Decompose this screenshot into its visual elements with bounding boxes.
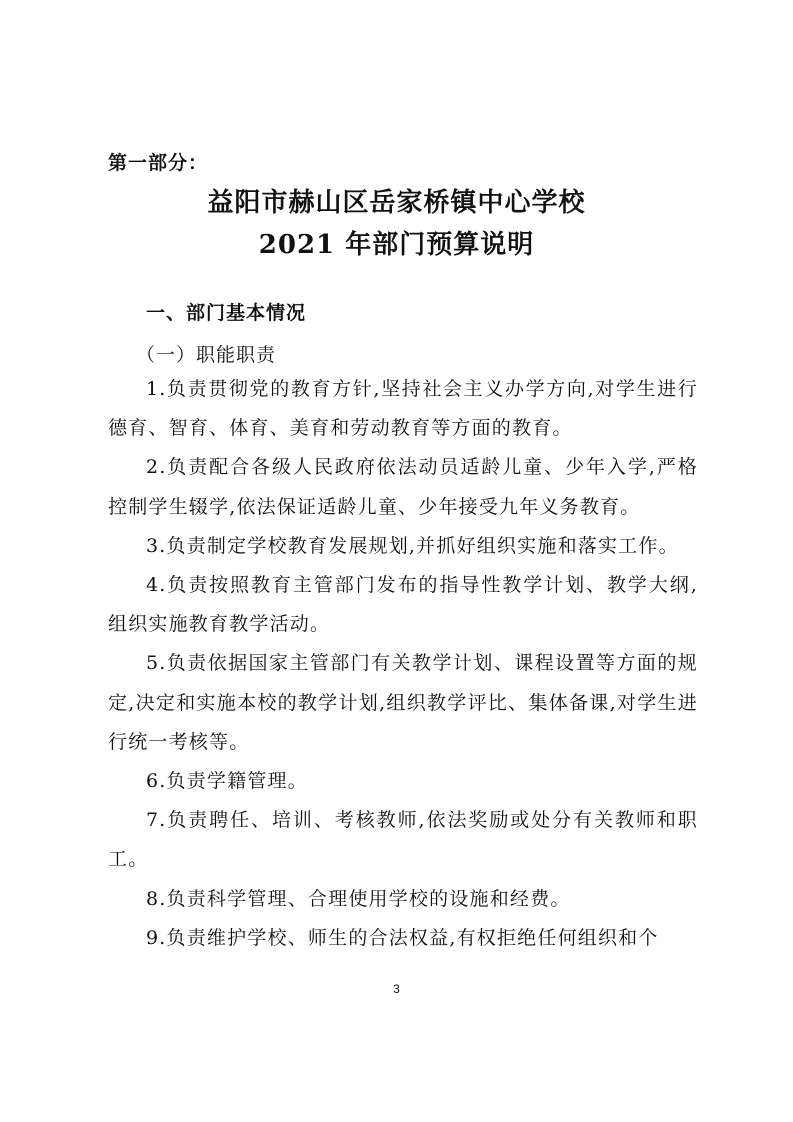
duty-paragraph-4: 4.负责按照教育主管部门发布的指导性教学计划、教学大纲,组织实施教育教学活动。 (108, 574, 698, 636)
duty-paragraph-1: 1.负责贯彻党的教育方针,坚持社会主义办学方向,对学生进行德育、智育、体育、美育和劳动教育等方面的教育。 (108, 378, 698, 440)
duty-paragraph-3: 3.负责制定学校教育发展规划,并抓好组织实施和落实工作。 (146, 534, 679, 557)
document-title-line-2: 2021 年部门预算说明 (258, 230, 535, 260)
section-heading: 一、部门基本情况 (146, 302, 307, 324)
duty-paragraph-2: 2.负责配合各级人民政府依法动员适龄儿童、少年入学,严格控制学生辍学,依法保证适龄儿童、少年接受九年义务教育。 (108, 456, 698, 518)
duty-paragraph-5: 5.负责依据国家主管部门有关教学计划、课程设置等方面的规定,决定和实施本校的教学计划,组织教学评比、集体备课,对学生进行统一考核等。 (108, 652, 698, 753)
page-number: 3 (393, 982, 400, 996)
duty-paragraph-9: 9.负责维护学校、师生的合法权益,有权拒绝任何组织和个 (146, 926, 659, 949)
duty-paragraph-8: 8.负责科学管理、合理使用学校的设施和经费。 (146, 887, 571, 910)
duty-paragraph-7: 7.负责聘任、培训、考核教师,依法奖励或处分有关教师和职工。 (108, 809, 698, 871)
part-label: 第一部分： (108, 152, 209, 174)
document-body (108, 370, 698, 958)
sub-heading: （一）职能职责 (136, 344, 277, 366)
document-title-line-1: 益阳市赫山区岳家桥镇中心学校 (207, 188, 586, 218)
duty-paragraph-6: 6.负责学籍管理。 (146, 770, 308, 793)
